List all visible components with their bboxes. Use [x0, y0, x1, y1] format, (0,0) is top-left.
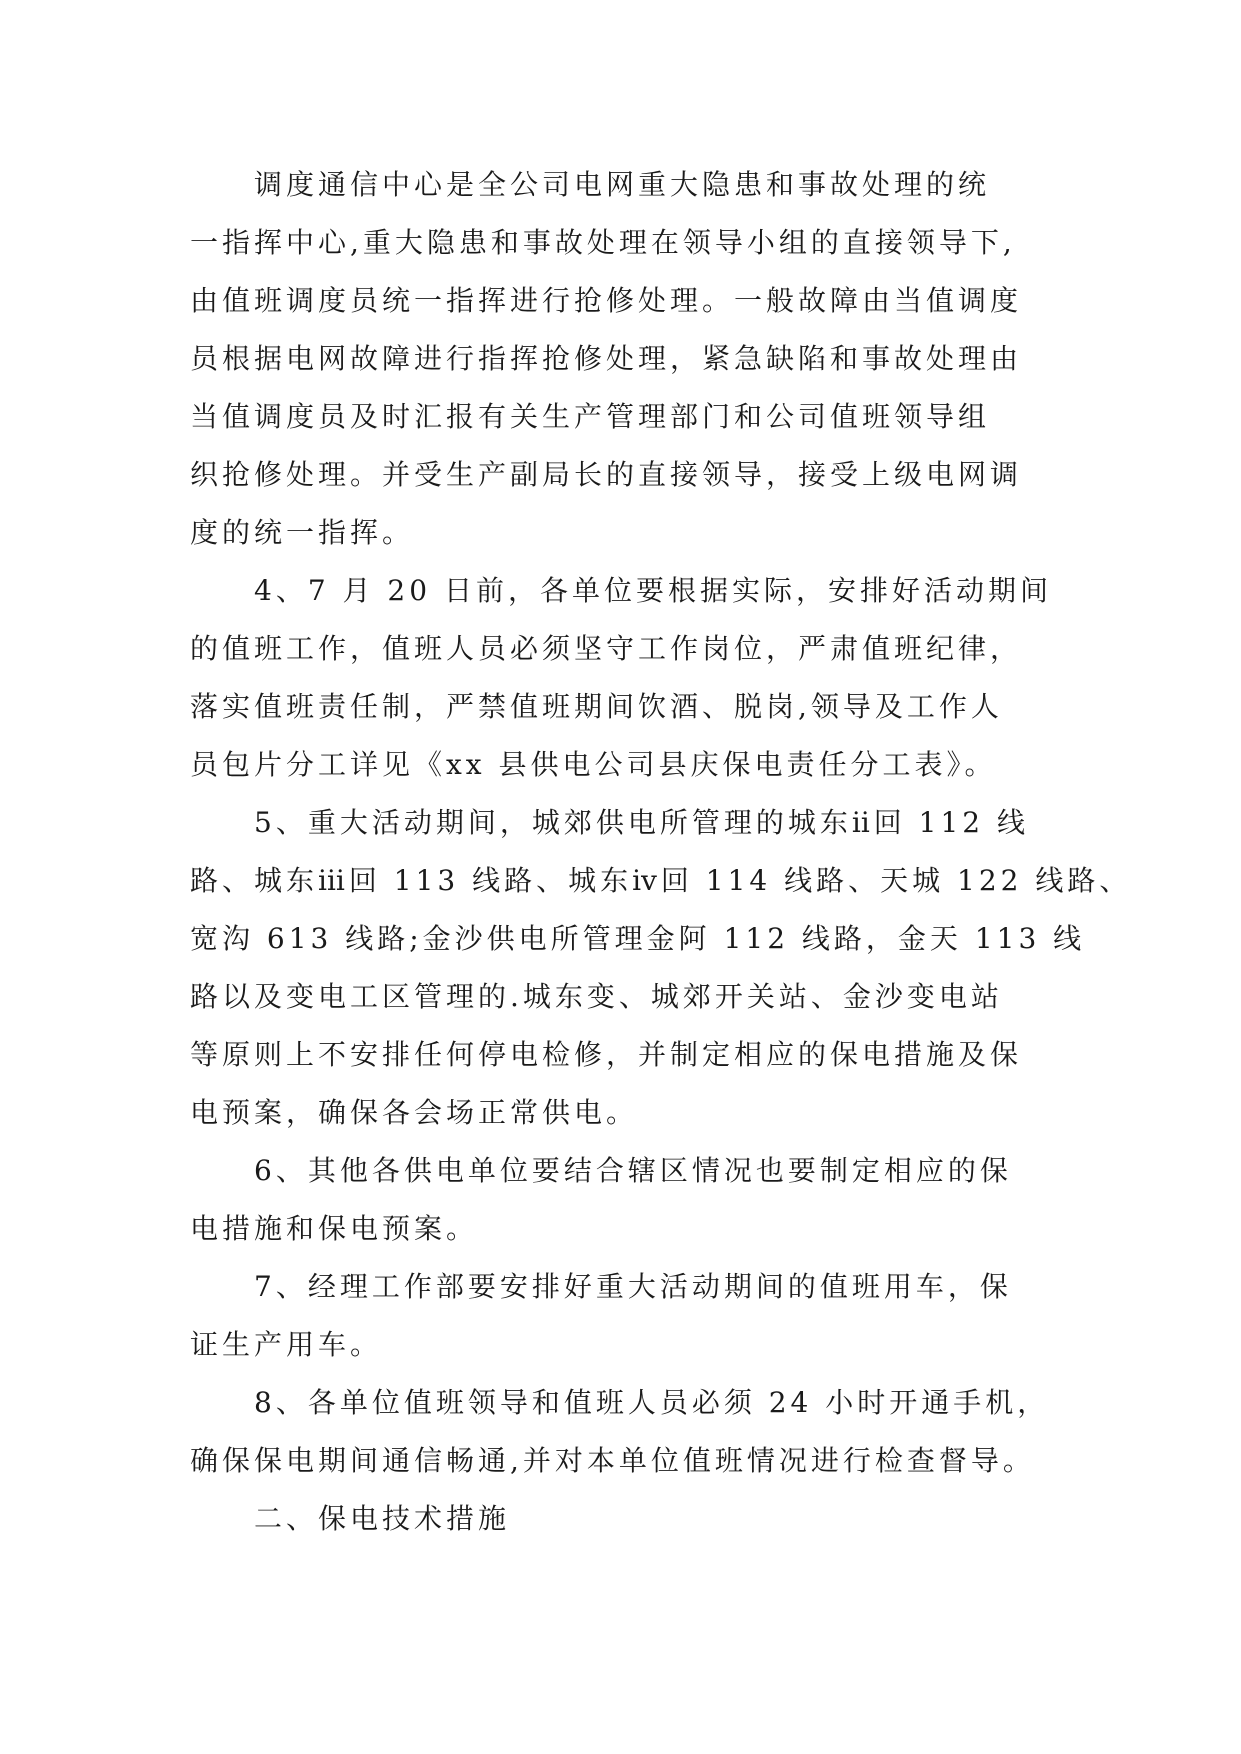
text-line: 4、7 月 20 日前，各单位要根据实际，安排好活动期间 [254, 574, 1052, 607]
text-line: 电措施和保电预案。 [190, 1212, 479, 1245]
paragraph-item-4 [190, 562, 1090, 794]
text-line: 一指挥中心,重大隐患和事故处理在领导小组的直接领导下, [190, 226, 1016, 259]
text-line: 员包片分工详见《xx 县供电公司县庆保电责任分工表》。 [190, 748, 997, 781]
text-line: 员根据电网故障进行指挥抢修处理，紧急缺陷和事故处理由 [190, 342, 1023, 375]
paragraph-item-7 [190, 1258, 1090, 1374]
text-line: 5、重大活动期间，城郊供电所管理的城东ⅱ回 112 线 [254, 806, 1029, 839]
document-body [190, 156, 1132, 1548]
text-line: 电预案，确保各会场正常供电。 [190, 1096, 639, 1129]
text-line: 宽沟 613 线路;金沙供电所管理金阿 112 线路，金天 113 线 [190, 922, 1086, 955]
text-line: 度的统一指挥。 [190, 516, 415, 549]
text-line: 落实值班责任制，严禁值班期间饮酒、脱岗,领导及工作人 [190, 690, 1003, 723]
text-line: 当值调度员及时汇报有关生产管理部门和公司值班领导组 [190, 400, 991, 433]
text-line: 路以及变电工区管理的.城东变、城郊开关站、金沙变电站 [190, 980, 1003, 1013]
section-heading: 二、保电技术措施 [254, 1502, 511, 1535]
text-line: 确保保电期间通信畅通,并对本单位值班情况进行检查督导。 [190, 1444, 1035, 1477]
text-line: 6、其他各供电单位要结合辖区情况也要制定相应的保 [254, 1154, 1012, 1187]
text-line: 由值班调度员统一指挥进行抢修处理。一般故障由当值调度 [190, 284, 1023, 317]
text-line: 证生产用车。 [190, 1328, 383, 1361]
text-line: 8、各单位值班领导和值班人员必须 24 小时开通手机， [254, 1386, 1050, 1419]
text-line: 织抢修处理。并受生产副局长的直接领导，接受上级电网调 [190, 458, 1023, 491]
text-line: 调度通信中心是全公司电网重大隐患和事故处理的统 [254, 168, 991, 201]
paragraph-item-8 [190, 1374, 1090, 1490]
text-line: 的值班工作，值班人员必须坚守工作岗位，严肃值班纪律， [190, 632, 1023, 665]
paragraph-item-6 [190, 1142, 1090, 1258]
section-heading-technical-measures [190, 1490, 1090, 1548]
text-line: 等原则上不安排任何停电检修，并制定相应的保电措施及保 [190, 1038, 1023, 1071]
text-line: 路、城东ⅲ回 113 线路、城东ⅳ回 114 线路、天城 122 线路、 [190, 864, 1132, 897]
paragraph-item-5 [190, 794, 1132, 1142]
text-line: 7、经理工作部要安排好重大活动期间的值班用车，保 [254, 1270, 1012, 1303]
paragraph-dispatch-center [190, 156, 1090, 562]
